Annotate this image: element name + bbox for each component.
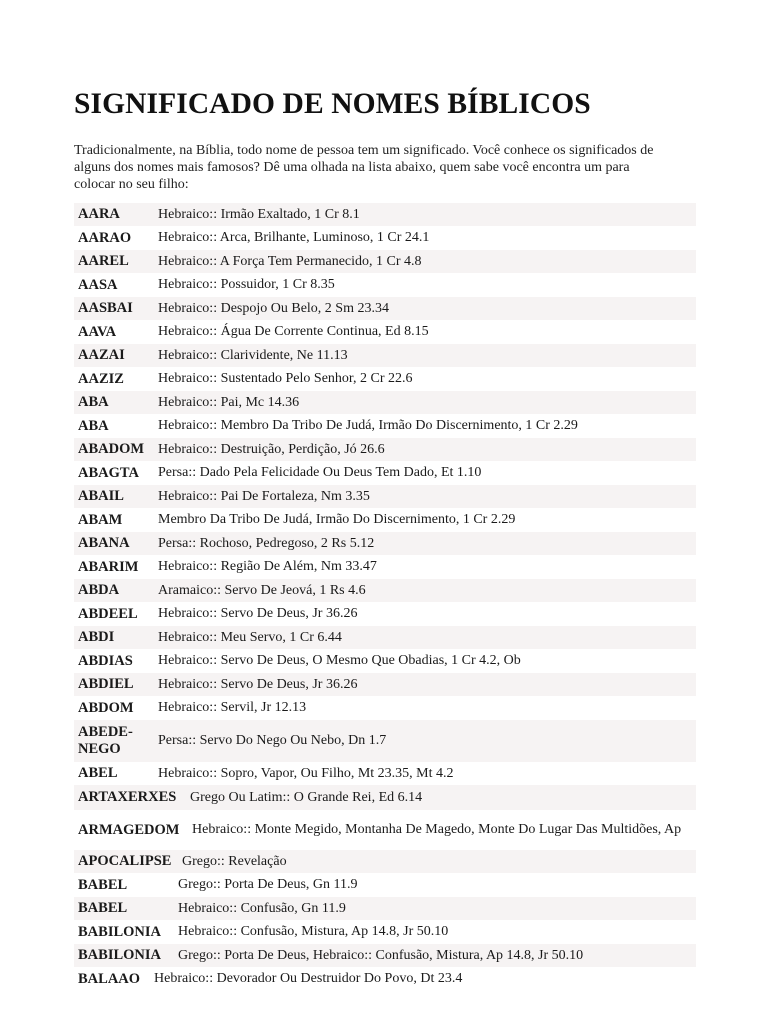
name-cell: ABARIM <box>78 558 139 575</box>
name-cell: ABEL <box>78 765 118 781</box>
meaning-cell: Hebraico:: Pai De Fortaleza, Nm 3.35 <box>158 488 370 504</box>
names-table <box>74 203 696 991</box>
name-cell: AAZIZ <box>78 370 124 387</box>
meaning-cell: Hebraico:: Confusão, Gn 11.9 <box>178 900 346 916</box>
meaning-cell: Grego:: Revelação <box>182 853 287 869</box>
table-row <box>74 508 696 532</box>
table-row <box>74 785 696 810</box>
meaning-cell: Hebraico:: Irmão Exaltado, 1 Cr 8.1 <box>158 206 360 222</box>
table-row <box>74 438 696 461</box>
name-cell: ABDI <box>78 629 115 645</box>
table-row <box>74 203 696 226</box>
meaning-cell: Hebraico:: Sopro, Vapor, Ou Filho, Mt 23.35, Mt 4.2 <box>158 765 454 781</box>
name-cell: ABA <box>78 417 109 434</box>
meaning-cell: Hebraico:: Pai, Mc 14.36 <box>158 394 300 410</box>
table-row <box>74 414 696 438</box>
meaning-cell: Hebraico:: Região De Além, Nm 33.47 <box>158 559 377 574</box>
meaning-cell: Hebraico:: Destruição, Perdição, Jó 26.6 <box>158 441 385 457</box>
name-cell: ARTAXERXES <box>78 789 177 805</box>
name-cell: ABDIAS <box>78 652 133 669</box>
meaning-cell: Hebraico:: Servo De Deus, O Mesmo Que Obadias, 1 Cr 4.2, Ob <box>158 653 521 668</box>
table-row <box>74 602 696 626</box>
table-row <box>74 810 696 850</box>
table-row <box>74 461 696 485</box>
table-row <box>74 273 696 297</box>
name-cell: ABDOM <box>78 699 134 716</box>
name-cell: BABILONIA <box>78 947 161 963</box>
table-row <box>74 850 696 873</box>
name-cell: ABAGTA <box>78 464 139 481</box>
meaning-cell: Hebraico:: Água De Corrente Continua, Ed 8.15 <box>158 324 429 339</box>
table-row <box>74 367 696 391</box>
table-row <box>74 485 696 508</box>
table-row <box>74 250 696 273</box>
table-row <box>74 897 696 920</box>
table-row <box>74 673 696 696</box>
meaning-cell: Hebraico:: Arca, Brilhante, Luminoso, 1 Cr 24.1 <box>158 230 430 245</box>
name-cell: BABILONIA <box>78 923 161 940</box>
name-cell: AARA <box>78 206 120 222</box>
meaning-cell: Hebraico:: Servil, Jr 12.13 <box>158 700 307 715</box>
name-cell: BALAAO <box>78 970 141 987</box>
meaning-cell: Hebraico:: Confusão, Mistura, Ap 14.8, Jr 50.10 <box>178 924 449 939</box>
table-row <box>74 762 696 785</box>
name-cell: ABDEEL <box>78 605 138 622</box>
name-cell: BABEL <box>78 900 128 916</box>
name-cell: ABAIL <box>78 488 124 504</box>
name-cell: AAZAI <box>78 347 125 363</box>
name-cell: AASBAI <box>78 300 133 316</box>
table-row <box>74 696 696 720</box>
meaning-cell: Hebraico:: Monte Megido, Montanha De Magedo, Monte Do Lugar Das Multidões, Ap <box>192 822 682 837</box>
table-row <box>74 967 696 991</box>
meaning-cell: Grego Ou Latim:: O Grande Rei, Ed 6.14 <box>190 789 423 805</box>
meaning-cell: Hebraico:: Servo De Deus, Jr 36.26 <box>158 676 358 692</box>
name-cell: APOCALIPSE <box>78 853 172 869</box>
table-row <box>74 320 696 344</box>
meaning-cell: Hebraico:: Clarividente, Ne 11.13 <box>158 347 348 363</box>
meaning-cell: Hebraico:: Despojo Ou Belo, 2 Sm 23.34 <box>158 300 389 316</box>
table-row <box>74 226 696 250</box>
name-cell: AAREL <box>78 253 129 269</box>
table-row <box>74 555 696 579</box>
meaning-cell: Grego:: Porta De Deus, Gn 11.9 <box>178 877 358 892</box>
intro-paragraph: Tradicionalmente, na Bíblia, todo nome de pessoa tem um significado. Você conhece os significados de alguns dos nomes mais famosos? Dê uma olhada na lista abaixo, quem sabe você encontra um para colocar no seu filho: <box>74 143 654 192</box>
name-cell: BABEL <box>78 876 128 893</box>
meaning-cell: Hebraico:: Possuidor, 1 Cr 8.35 <box>158 277 335 292</box>
table-row <box>74 391 696 414</box>
meaning-cell: Hebraico:: Membro Da Tribo De Judá, Irmão Do Discernimento, 1 Cr 2.29 <box>158 418 578 433</box>
name-cell: ABDIEL <box>78 676 134 692</box>
table-row <box>74 579 696 602</box>
meaning-cell: Aramaico:: Servo De Jeová, 1 Rs 4.6 <box>158 582 366 598</box>
table-row <box>74 720 696 762</box>
table-row <box>74 920 696 944</box>
name-cell: ABEDE-NEGO <box>78 724 133 757</box>
meaning-cell: Hebraico:: A Força Tem Permanecido, 1 Cr 4.8 <box>158 253 422 269</box>
meaning-cell: Hebraico:: Servo De Deus, Jr 36.26 <box>158 606 358 621</box>
meaning-cell: Persa:: Dado Pela Felicidade Ou Deus Tem Dado, Et 1.10 <box>158 465 482 480</box>
meaning-cell: Hebraico:: Devorador Ou Destruidor Do Povo, Dt 23.4 <box>154 971 463 986</box>
table-row <box>74 626 696 649</box>
meaning-cell: Persa:: Servo Do Nego Ou Nebo, Dn 1.7 <box>158 733 387 748</box>
meaning-cell: Hebraico:: Sustentado Pelo Senhor, 2 Cr 22.6 <box>158 371 413 386</box>
table-row <box>74 649 696 673</box>
name-cell: ABANA <box>78 535 130 551</box>
name-cell: ABADOM <box>78 441 145 457</box>
name-cell: AASA <box>78 276 118 293</box>
name-cell: AARAO <box>78 229 132 246</box>
name-cell: ARMAGEDOM <box>78 821 180 838</box>
table-row <box>74 532 696 555</box>
page-title: SIGNIFICADO DE NOMES BÍBLICOS <box>74 88 591 120</box>
name-cell: ABAM <box>78 511 123 528</box>
table-row <box>74 944 696 967</box>
meaning-cell: Hebraico:: Meu Servo, 1 Cr 6.44 <box>158 629 342 645</box>
meaning-cell: Persa:: Rochoso, Pedregoso, 2 Rs 5.12 <box>158 535 375 551</box>
table-row <box>74 297 696 320</box>
name-cell: ABDA <box>78 582 120 598</box>
meaning-cell: Grego:: Porta De Deus, Hebraico:: Confusão, Mistura, Ap 14.8, Jr 50.10 <box>178 947 584 963</box>
table-row <box>74 873 696 897</box>
table-row <box>74 344 696 367</box>
name-cell: AAVA <box>78 323 117 340</box>
name-cell: ABA <box>78 394 109 410</box>
meaning-cell: Membro Da Tribo De Judá, Irmão Do Discernimento, 1 Cr 2.29 <box>158 512 516 527</box>
